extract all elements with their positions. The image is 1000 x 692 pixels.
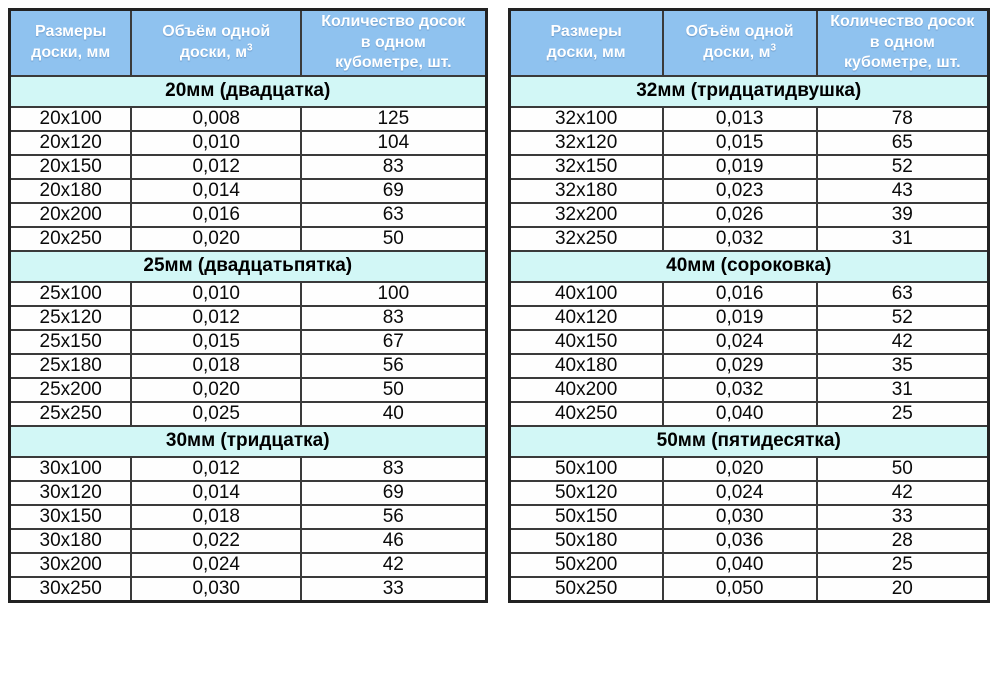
table-row (509, 402, 989, 426)
volume-cell: 0,012 (131, 457, 301, 481)
header-row (10, 10, 487, 76)
section-header: 30мм (тридцатка) (10, 426, 487, 457)
count-cell: 33 (301, 577, 486, 602)
volume-cell: 0,010 (131, 131, 301, 155)
table-row (509, 227, 989, 251)
table-row (10, 155, 487, 179)
column-header: Размеры доски, мм (509, 10, 663, 76)
size-cell: 30x100 (10, 457, 132, 481)
section-row (10, 76, 487, 107)
table-row (10, 306, 487, 330)
count-cell: 125 (301, 107, 486, 131)
size-cell: 32x250 (509, 227, 663, 251)
size-cell: 40x250 (509, 402, 663, 426)
table-row (509, 553, 989, 577)
size-cell: 25x200 (10, 378, 132, 402)
section-header: 50мм (пятидесятка) (509, 426, 989, 457)
volume-cell: 0,040 (663, 402, 817, 426)
superscript: 3 (247, 42, 253, 54)
size-cell: 20x180 (10, 179, 132, 203)
volume-cell: 0,032 (663, 227, 817, 251)
volume-cell: 0,019 (663, 155, 817, 179)
size-cell: 20x150 (10, 155, 132, 179)
volume-cell: 0,030 (131, 577, 301, 602)
count-cell: 104 (301, 131, 486, 155)
column-header: Размеры доски, мм (10, 10, 132, 76)
count-cell: 31 (817, 378, 989, 402)
table-row (10, 457, 487, 481)
count-cell: 43 (817, 179, 989, 203)
table-row (509, 306, 989, 330)
count-cell: 50 (817, 457, 989, 481)
table-row (509, 457, 989, 481)
table-row (509, 282, 989, 306)
table-row (10, 481, 487, 505)
count-cell: 65 (817, 131, 989, 155)
table-row (10, 282, 487, 306)
volume-cell: 0,014 (131, 481, 301, 505)
column-header: Количество досок в одном кубометре, шт. (817, 10, 989, 76)
table-row (509, 330, 989, 354)
size-cell: 30x180 (10, 529, 132, 553)
size-cell: 25x100 (10, 282, 132, 306)
table-row (509, 481, 989, 505)
size-cell: 40x120 (509, 306, 663, 330)
count-cell: 56 (301, 505, 486, 529)
count-cell: 42 (301, 553, 486, 577)
count-cell: 33 (817, 505, 989, 529)
volume-cell: 0,024 (663, 330, 817, 354)
volume-cell: 0,025 (131, 402, 301, 426)
section-row (509, 426, 989, 457)
volume-cell: 0,022 (131, 529, 301, 553)
size-cell: 40x200 (509, 378, 663, 402)
volume-cell: 0,012 (131, 155, 301, 179)
size-cell: 50x180 (509, 529, 663, 553)
size-cell: 20x120 (10, 131, 132, 155)
volume-cell: 0,024 (663, 481, 817, 505)
size-cell: 30x150 (10, 505, 132, 529)
table-row (10, 378, 487, 402)
size-cell: 25x180 (10, 354, 132, 378)
count-cell: 100 (301, 282, 486, 306)
table-row (10, 330, 487, 354)
size-cell: 50x100 (509, 457, 663, 481)
volume-cell: 0,018 (131, 505, 301, 529)
table-row (509, 155, 989, 179)
table-row (509, 505, 989, 529)
volume-cell: 0,030 (663, 505, 817, 529)
volume-cell: 0,026 (663, 203, 817, 227)
table-row (10, 107, 487, 131)
table-row (10, 577, 487, 602)
count-cell: 50 (301, 378, 486, 402)
volume-cell: 0,010 (131, 282, 301, 306)
count-cell: 83 (301, 155, 486, 179)
section-row (509, 251, 989, 282)
section-row (10, 251, 487, 282)
volume-cell: 0,023 (663, 179, 817, 203)
count-cell: 83 (301, 457, 486, 481)
table-row (10, 529, 487, 553)
size-cell: 30x120 (10, 481, 132, 505)
section-header: 25мм (двадцатьпятка) (10, 251, 487, 282)
count-cell: 52 (817, 306, 989, 330)
volume-cell: 0,012 (131, 306, 301, 330)
size-cell: 30x250 (10, 577, 132, 602)
volume-cell: 0,008 (131, 107, 301, 131)
volume-cell: 0,024 (131, 553, 301, 577)
table-row (10, 354, 487, 378)
count-cell: 42 (817, 481, 989, 505)
table-row (10, 402, 487, 426)
count-cell: 78 (817, 107, 989, 131)
count-cell: 63 (817, 282, 989, 306)
header-row (509, 10, 989, 76)
superscript: 3 (770, 42, 777, 54)
size-cell: 25x120 (10, 306, 132, 330)
volume-cell: 0,015 (663, 131, 817, 155)
table-row (509, 131, 989, 155)
volume-cell: 0,013 (663, 107, 817, 131)
table-row (509, 529, 989, 553)
count-cell: 35 (817, 354, 989, 378)
count-cell: 31 (817, 227, 989, 251)
count-cell: 69 (301, 179, 486, 203)
section-header: 40мм (сороковка) (509, 251, 989, 282)
volume-cell: 0,016 (663, 282, 817, 306)
volume-cell: 0,036 (663, 529, 817, 553)
table-row (509, 354, 989, 378)
volume-cell: 0,020 (131, 227, 301, 251)
size-cell: 32x180 (509, 179, 663, 203)
size-cell: 32x120 (509, 131, 663, 155)
volume-cell: 0,020 (663, 457, 817, 481)
volume-cell: 0,016 (131, 203, 301, 227)
size-cell: 30x200 (10, 553, 132, 577)
count-cell: 46 (301, 529, 486, 553)
count-cell: 40 (301, 402, 486, 426)
table-row (509, 107, 989, 131)
size-cell: 32x200 (509, 203, 663, 227)
table-row (10, 553, 487, 577)
table-row (10, 179, 487, 203)
table-row (509, 378, 989, 402)
lumber-table-left (8, 8, 488, 603)
table-row (10, 505, 487, 529)
column-header: Объём одной доски, $м^3$ (131, 10, 301, 76)
count-cell: 67 (301, 330, 486, 354)
volume-cell: 0,014 (131, 179, 301, 203)
column-header: Объём одной доски, $м^3$ (663, 10, 817, 76)
size-cell: 50x120 (509, 481, 663, 505)
size-cell: 32x150 (509, 155, 663, 179)
column-header: Количество досок в одном кубометре, шт. (301, 10, 486, 76)
count-cell: 56 (301, 354, 486, 378)
volume-cell: 0,018 (131, 354, 301, 378)
count-cell: 20 (817, 577, 989, 602)
count-cell: 25 (817, 402, 989, 426)
size-cell: 40x150 (509, 330, 663, 354)
volume-cell: 0,032 (663, 378, 817, 402)
size-cell: 20x100 (10, 107, 132, 131)
size-cell: 25x150 (10, 330, 132, 354)
count-cell: 69 (301, 481, 486, 505)
table-row (509, 577, 989, 602)
count-cell: 39 (817, 203, 989, 227)
table-row (10, 203, 487, 227)
section-header: 20мм (двадцатка) (10, 76, 487, 107)
size-cell: 50x200 (509, 553, 663, 577)
volume-cell: 0,019 (663, 306, 817, 330)
size-cell: 25x250 (10, 402, 132, 426)
size-cell: 32x100 (509, 107, 663, 131)
lumber-table-right (508, 8, 991, 603)
volume-cell: 0,050 (663, 577, 817, 602)
table-row (509, 203, 989, 227)
volume-cell: 0,015 (131, 330, 301, 354)
count-cell: 42 (817, 330, 989, 354)
volume-cell: 0,029 (663, 354, 817, 378)
size-cell: 50x150 (509, 505, 663, 529)
volume-cell: 0,020 (131, 378, 301, 402)
section-row (509, 76, 989, 107)
count-cell: 28 (817, 529, 989, 553)
count-cell: 83 (301, 306, 486, 330)
count-cell: 25 (817, 553, 989, 577)
table-row (10, 131, 487, 155)
section-row (10, 426, 487, 457)
section-header: 32мм (тридцатидвушка) (509, 76, 989, 107)
table-row (10, 227, 487, 251)
size-cell: 50x250 (509, 577, 663, 602)
count-cell: 52 (817, 155, 989, 179)
size-cell: 40x100 (509, 282, 663, 306)
size-cell: 40x180 (509, 354, 663, 378)
volume-cell: 0,040 (663, 553, 817, 577)
size-cell: 20x250 (10, 227, 132, 251)
count-cell: 63 (301, 203, 486, 227)
count-cell: 50 (301, 227, 486, 251)
table-row (509, 179, 989, 203)
size-cell: 20x200 (10, 203, 132, 227)
